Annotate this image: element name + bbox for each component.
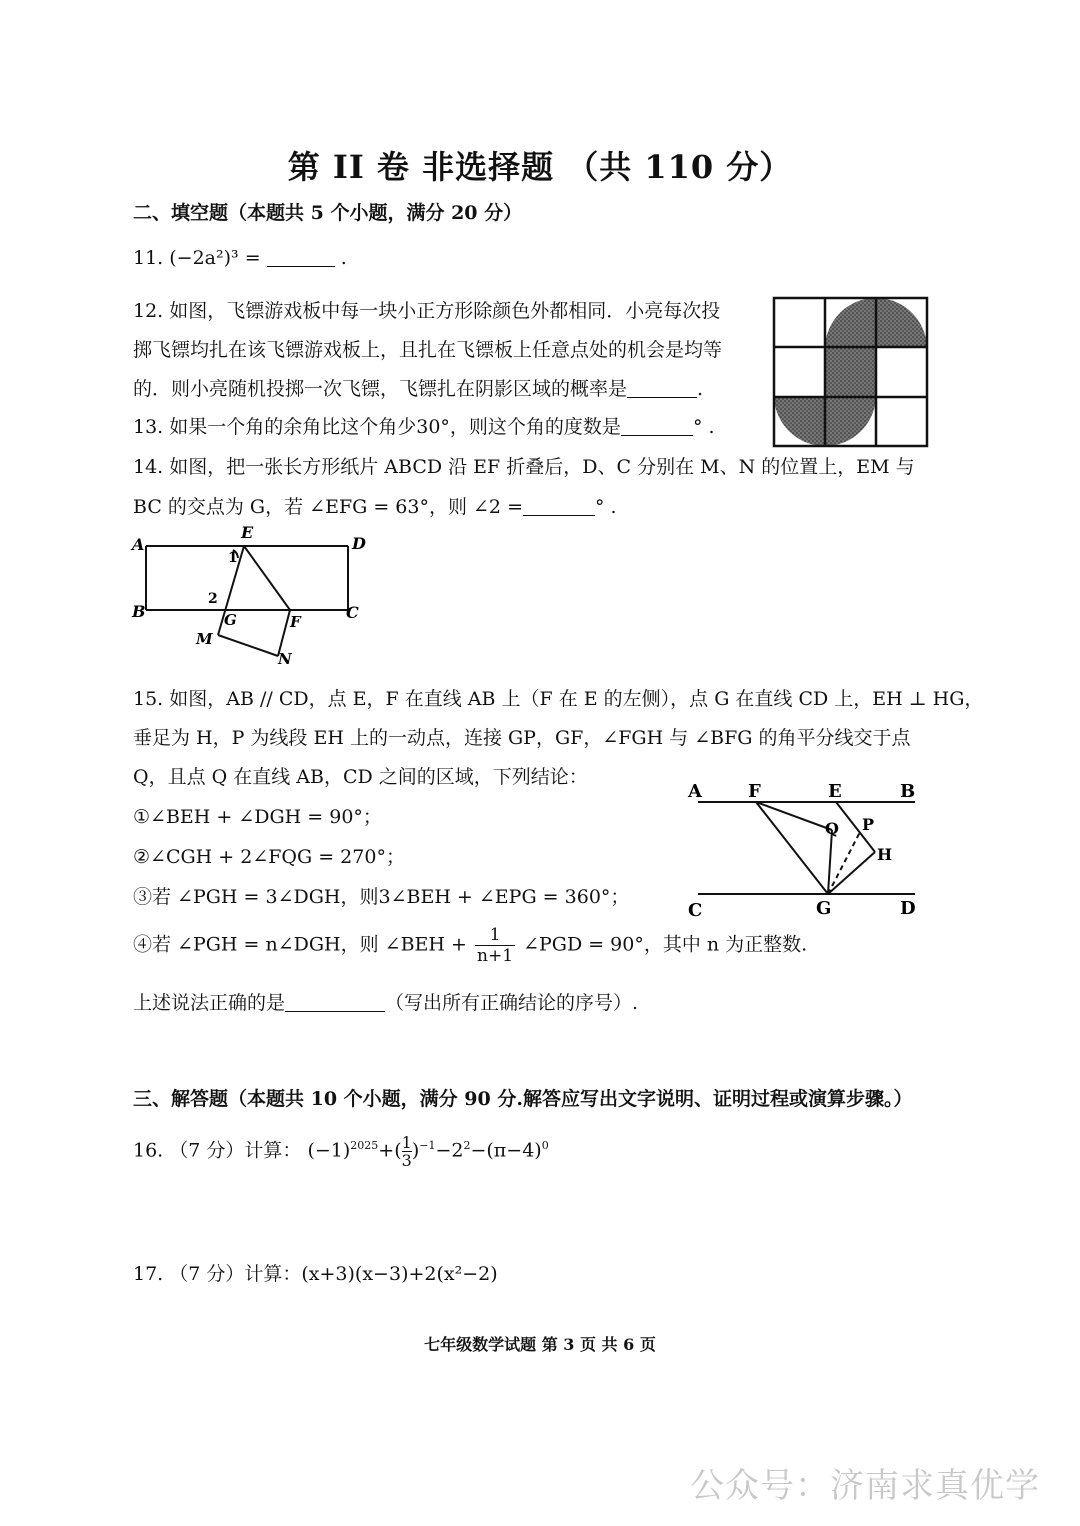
term-close: ) bbox=[411, 1139, 420, 1162]
question-14-line1: 14. 如图，把一张长方形纸片 ABCD 沿 EF 折叠后，D、C 分别在 M、N 的位置上，EM 与 bbox=[133, 456, 915, 478]
question-12-line3 bbox=[133, 374, 703, 401]
label-F: F bbox=[748, 781, 761, 802]
question-11-end: . bbox=[340, 247, 347, 269]
answer-blank[interactable] bbox=[627, 377, 697, 398]
question-15-line2: 垂足为 H，P 为线段 EH 上的一动点，连接 GP，GF，∠FGH 与 ∠BFG 的角平分线交于点 bbox=[133, 727, 911, 749]
question-13 bbox=[133, 412, 715, 439]
answer-blank[interactable] bbox=[285, 991, 385, 1012]
answer-blank[interactable] bbox=[267, 246, 335, 267]
question-14-text: BC 的交点为 G，若 ∠EFG = 63°，则 ∠2 = bbox=[133, 496, 523, 518]
page-title: 第 II 卷 非选择题 （共 110 分） bbox=[287, 148, 793, 186]
fraction-denominator: n+1 bbox=[477, 946, 514, 966]
label-N: N bbox=[278, 650, 292, 668]
term-exponent: 2 bbox=[463, 1139, 471, 1153]
question-14-end: ° . bbox=[594, 496, 617, 518]
label-D: D bbox=[900, 898, 916, 919]
fraction bbox=[475, 925, 515, 966]
shaded-region bbox=[876, 298, 927, 347]
question-14-line2 bbox=[133, 492, 617, 519]
shaded-region bbox=[825, 347, 876, 397]
section-heading-fill-in: 二、填空题（本题共 5 个小题，满分 20 分） bbox=[133, 202, 523, 224]
question-12-end: . bbox=[697, 378, 704, 400]
label-C: C bbox=[688, 900, 703, 921]
question-16-prefix: 16. （7 分）计算： bbox=[133, 1139, 302, 1162]
conclusion-4-part1: ④若 ∠PGH = n∠DGH，则 ∠BEH + bbox=[133, 933, 467, 956]
question-16 bbox=[133, 1134, 549, 1169]
term-base: −(π−4) bbox=[470, 1139, 542, 1162]
label-B: B bbox=[900, 781, 916, 802]
watermark: 公众号：济南求真优学 bbox=[690, 1466, 1040, 1506]
question-11 bbox=[133, 246, 347, 269]
question-13-end: ° . bbox=[692, 416, 715, 438]
question-12-line1: 12. 如图，飞镖游戏板中每一块小正方形除颜色外都相同．小亮每次投 bbox=[133, 300, 721, 322]
term-open: +( bbox=[378, 1139, 402, 1162]
conclusion-4-part2: ∠PGD = 90°，其中 n 为正整数. bbox=[523, 933, 808, 956]
question-12-line2: 掷飞镖均扎在该飞镖游戏板上，且扎在飞镖板上任意点处的机会是均等 bbox=[133, 339, 723, 361]
shaded-region bbox=[825, 298, 876, 347]
question-11-expression: (−2a²)³ = bbox=[169, 247, 261, 269]
fraction-numerator: 1 bbox=[401, 1133, 412, 1152]
label-P: P bbox=[862, 815, 875, 834]
term-exponent: 0 bbox=[541, 1139, 549, 1153]
conclusion-1: ①∠BEH + ∠DGH = 90°； bbox=[133, 806, 382, 828]
label-G: G bbox=[224, 611, 237, 629]
question-12-text: 的．则小亮随机投掷一次飞镖，飞镖扎在阴影区域的概率是 bbox=[133, 378, 628, 400]
term-base: −2 bbox=[435, 1139, 464, 1162]
term-base: (−1) bbox=[307, 1139, 351, 1162]
question-number: 11. bbox=[133, 247, 164, 269]
label-B: B bbox=[132, 602, 146, 621]
question-15-line3: Q，且点 Q 在直线 AB，CD 之间的区域，下列结论： bbox=[133, 766, 588, 788]
section-heading-solutions: 三、解答题（本题共 10 个小题，满分 90 分.解答应写出文字说明、证明过程或演算步骤。） bbox=[133, 1088, 913, 1110]
label-E: E bbox=[828, 781, 842, 802]
answer-hint: （写出所有正确结论的序号）. bbox=[385, 992, 639, 1014]
label-G: G bbox=[816, 898, 832, 919]
label-A: A bbox=[132, 535, 145, 554]
shaded-region bbox=[825, 397, 876, 446]
dartboard-figure bbox=[772, 296, 932, 448]
angle-1-label: 1 bbox=[228, 550, 238, 566]
parallel-lines-figure bbox=[680, 772, 930, 922]
question-15-answer-line bbox=[133, 988, 638, 1015]
folded-rectangle-figure bbox=[128, 522, 368, 670]
angle-2-label: 2 bbox=[208, 591, 218, 607]
term-exponent: −1 bbox=[419, 1139, 436, 1153]
question-15-line1: 15. 如图，AB // CD，点 E，F 在直线 AB 上（F 在 E 的左侧），点 G 在直线 CD 上，EH ⊥ HG， bbox=[133, 688, 984, 710]
conclusion-3: ③若 ∠PGH = 3∠DGH，则3∠BEH + ∠EPG = 360°； bbox=[133, 886, 630, 908]
answer-prompt: 上述说法正确的是 bbox=[133, 992, 286, 1014]
conclusion-2: ②∠CGH + 2∠FQG = 270°； bbox=[133, 846, 405, 868]
answer-blank[interactable] bbox=[523, 495, 595, 516]
answer-blank[interactable] bbox=[621, 415, 693, 436]
fraction bbox=[402, 1134, 412, 1169]
label-Q: Q bbox=[825, 819, 839, 838]
question-13-text: 13. 如果一个角的余角比这个角少30°，则这个角的度数是 bbox=[133, 416, 621, 438]
label-A: A bbox=[688, 781, 702, 802]
fraction-numerator: 1 bbox=[475, 925, 515, 946]
shaded-region bbox=[774, 397, 825, 446]
label-H: H bbox=[877, 845, 893, 864]
page-footer: 七年级数学试题 第 3 页 共 6 页 bbox=[424, 1335, 656, 1354]
label-F: F bbox=[290, 613, 301, 631]
label-E: E bbox=[241, 523, 254, 542]
label-M: M bbox=[196, 630, 213, 648]
question-17: 17. （7 分）计算：(x+3)(x−3)+2(x²−2) bbox=[133, 1263, 498, 1285]
label-C: C bbox=[346, 603, 359, 622]
term-exponent: 2025 bbox=[350, 1139, 379, 1153]
label-D: D bbox=[352, 534, 366, 553]
conclusion-4 bbox=[133, 925, 807, 966]
fraction-denominator: 3 bbox=[401, 1151, 412, 1170]
